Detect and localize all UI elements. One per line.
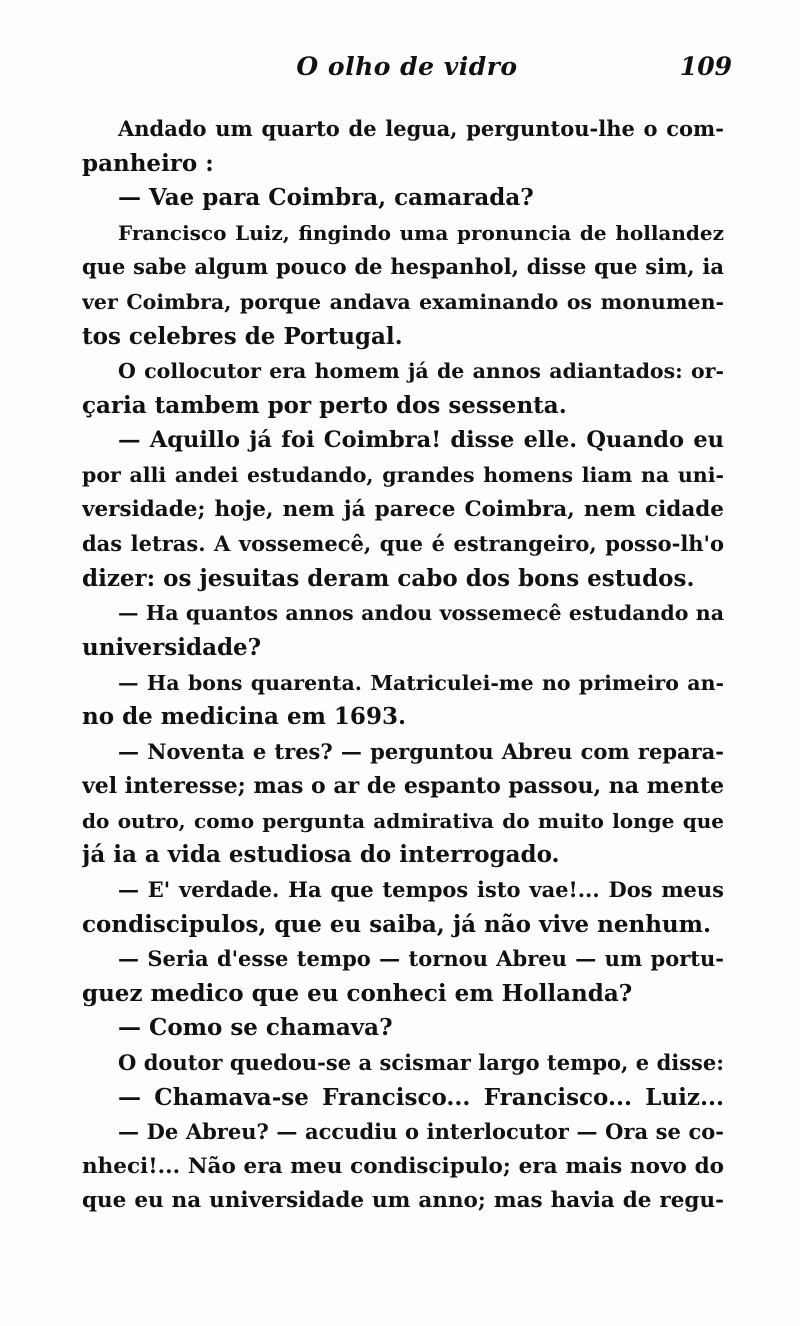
- text-line: no de medicina em 1693.: [82, 703, 406, 731]
- text-line: O collocutor era homem já de annos adiantados: or-: [118, 359, 724, 384]
- text-line: por alli andei estudando, grandes homens liam na uni-: [82, 462, 724, 487]
- text-line: panheiro :: [82, 149, 214, 177]
- running-title: O olho de vidro: [296, 52, 518, 81]
- body-text: [82, 112, 724, 1219]
- text-line: guez medico que eu conheci em Hollanda?: [82, 979, 633, 1007]
- text-line: — Vae para Coimbra, camarada?: [118, 184, 534, 212]
- text-line: — Noventa e tres? — perguntou Abreu com repara-: [118, 738, 724, 764]
- text-line: que eu na universidade um anno; mas havia de regu-: [82, 1188, 724, 1214]
- text-line: que sabe algum pouco de hespanhol, disse que sim, ia: [82, 254, 724, 280]
- text-line: versidade; hoje, nem já parece Coimbra, nem cidade: [82, 496, 724, 522]
- text-line: — E' verdade. Ha que tempos isto vae!... Dos meus: [118, 877, 724, 903]
- text-line: condiscipulos, que eu saiba, já não vive nenhum.: [82, 910, 711, 938]
- text-line: — Ha quantos annos andou vossemecê estudando na: [118, 601, 724, 626]
- running-head: [82, 52, 732, 92]
- text-line: — Aquillo já foi Coimbra! disse elle. Quando eu: [118, 427, 724, 454]
- text-line: — De Abreu? — accudiu o interlocutor — Ora se co-: [118, 1119, 724, 1145]
- text-line: nheci!... Não era meu condiscipulo; era mais novo do: [82, 1153, 724, 1179]
- text-line: O doutor quedou-se a scismar largo tempo, e disse:: [118, 1050, 724, 1076]
- text-line: Francisco Luiz, fingindo uma pronuncia de hollandez: [118, 220, 724, 245]
- text-line: das letras. A vossemecê, que é estrangeiro, posso-lh'o: [82, 531, 724, 557]
- text-line: vel interesse; mas o ar de espanto passou, na mente: [82, 773, 724, 800]
- text-line: já ia a vida estudiosa do interrogado.: [82, 841, 560, 869]
- text-line: — Como se chamava?: [118, 1014, 393, 1042]
- text-line: universidade?: [82, 633, 262, 661]
- text-line: do outro, como pergunta admirativa do muito longe que: [82, 808, 724, 833]
- text-line: çaria tambem por perto dos sessenta.: [82, 391, 567, 419]
- page-number: 109: [679, 52, 732, 81]
- text-line: — Seria d'esse tempo — tornou Abreu — um portu-: [118, 946, 724, 972]
- text-line: Andado um quarto de legua, perguntou-lhe o com-: [118, 116, 724, 141]
- text-line: ver Coimbra, porque andava examinando os monumen-: [82, 289, 724, 314]
- text-line: tos celebres de Portugal.: [82, 322, 403, 350]
- text-line: dizer: os jesuitas deram cabo dos bons estudos.: [82, 564, 695, 592]
- text-line: — Chamava-se Francisco... Francisco... Luiz...: [118, 1083, 724, 1111]
- text-line: — Ha bons quarenta. Matriculei-me no primeiro an-: [118, 670, 724, 695]
